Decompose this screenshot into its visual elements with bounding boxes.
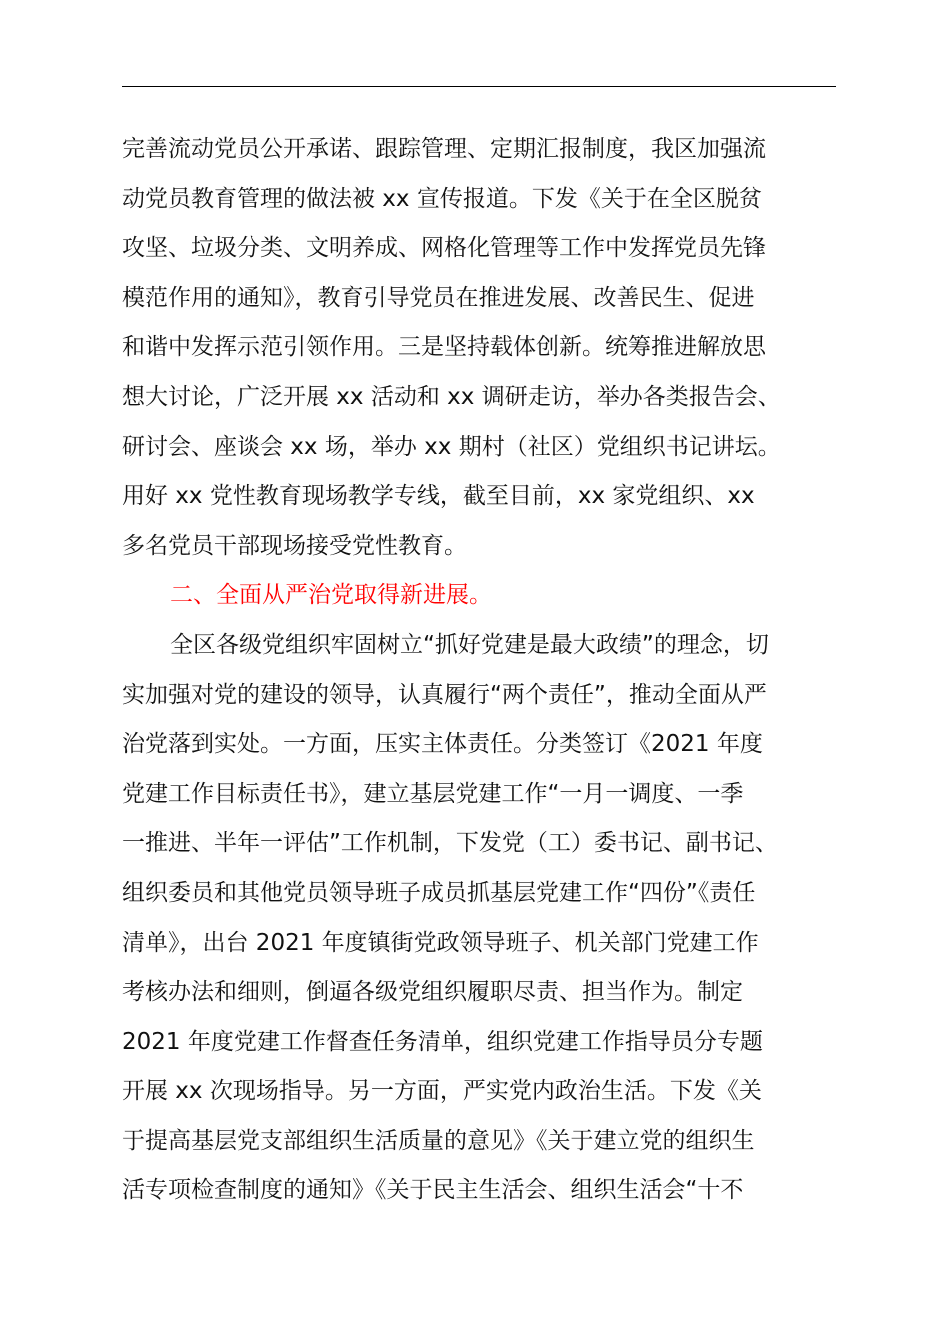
text-line: 活专项检查制度的通知》《关于民主生活会、组织生活会“十不 <box>122 1177 744 1204</box>
paragraph-1 <box>122 125 852 571</box>
text-line: 全区各级党组织牢固树立“抓好党建是最大政绩”的理念，切 <box>170 631 769 658</box>
section-heading: 二、全面从严治党取得新进展。 <box>170 582 492 609</box>
text-line: 清单》，出台 2021 年度镇街党政领导班子、机关部门党建工作 <box>122 929 759 956</box>
text-line: 治党落到实处。一方面，压实主体责任。分类签订《2021 年度 <box>122 731 763 758</box>
text-line: 党建工作目标责任书》，建立基层党建工作“一月一调度、一季 <box>122 780 744 807</box>
text-line: 考核办法和细则，倒逼各级党组织履职尽责、担当作为。制定 <box>122 979 743 1006</box>
text-line: 完善流动党员公开承诺、跟踪管理、定期汇报制度，我区加强流 <box>122 136 766 162</box>
text-line: 2021 年度党建工作督查任务清单，组织党建工作指导员分专题 <box>122 1028 763 1055</box>
text-line: 于提高基层党支部组织生活质量的意见》《关于建立党的组织生 <box>122 1127 755 1154</box>
document-body <box>122 125 852 1216</box>
text-line: 想大讨论，广泛开展 xx 活动和 xx 调研走访，举办各类报告会、 <box>122 383 781 410</box>
text-line: 模范作用的通知》，教育引导党员在推进发展、改善民生、促进 <box>122 284 755 311</box>
header-rule <box>122 86 836 87</box>
text-line: 一推进、半年一评估”工作机制，下发党（工）委书记、副书记、 <box>122 830 778 857</box>
text-line: 攻坚、垃圾分类、文明养成、网格化管理等工作中发挥党员先锋 <box>122 235 766 262</box>
text-line: 和谐中发挥示范引领作用。三是坚持载体创新。统筹推进解放思 <box>122 334 766 361</box>
text-line: 多名党员干部现场接受党性教育。 <box>122 532 467 559</box>
text-line: 研讨会、座谈会 xx 场，举办 xx 期村（社区）党组织书记讲坛。 <box>122 433 781 460</box>
text-line: 实加强对党的建设的领导，认真履行“两个责任”，推动全面从严 <box>122 681 767 708</box>
paragraph-2 <box>122 621 852 1216</box>
text-line: 开展 xx 次现场指导。另一方面，严实党内政治生活。下发《关 <box>122 1078 762 1105</box>
text-line: 组织委员和其他党员领导班子成员抓基层党建工作“四份”《责任 <box>122 879 756 906</box>
text-line: 用好 xx 党性教育现场教学专线，截至目前，xx 家党组织、xx <box>122 483 755 510</box>
text-line: 动党员教育管理的做法被 xx 宣传报道。下发《关于在全区脱贫 <box>122 185 762 212</box>
